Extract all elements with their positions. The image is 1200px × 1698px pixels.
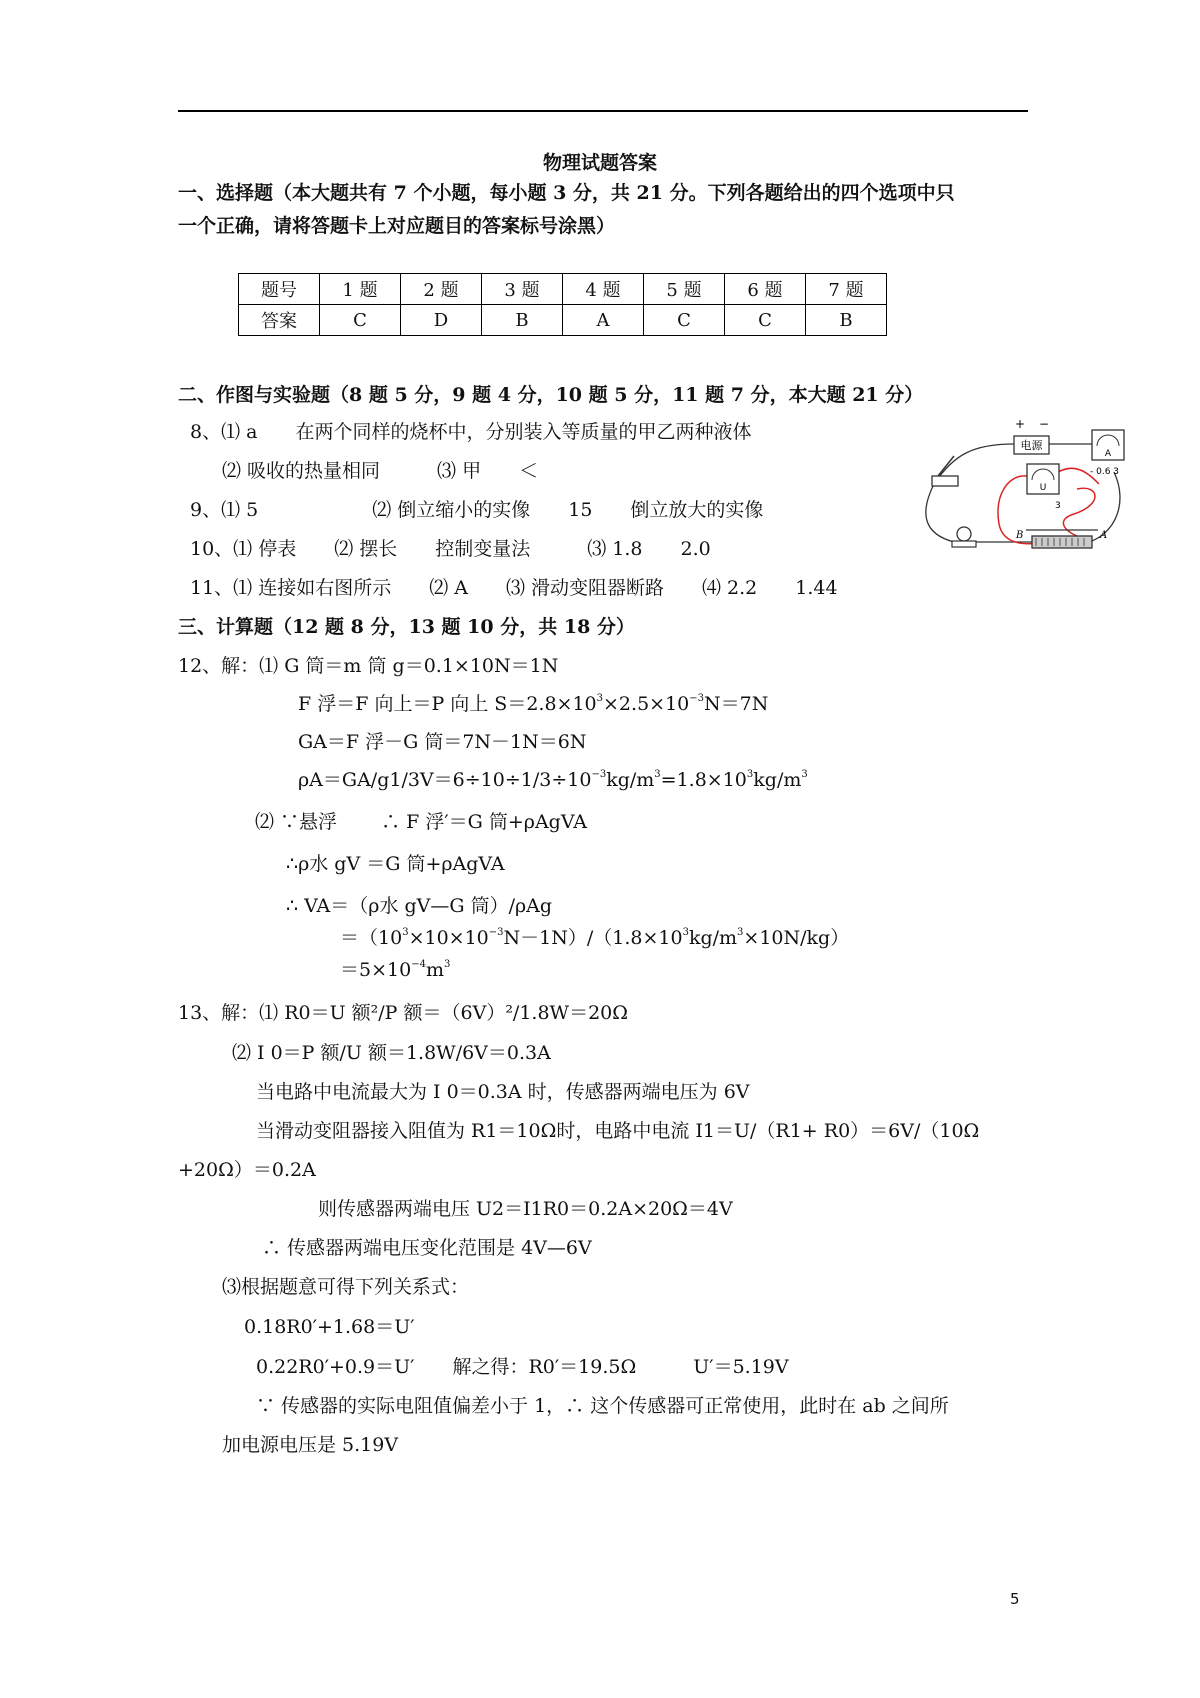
q13-line5: +20Ω）＝0.2A: [178, 1159, 316, 1181]
question-cell: 5 题: [644, 274, 725, 305]
question-cell: 6 题: [725, 274, 806, 305]
power-source-label: 电源: [1020, 439, 1043, 452]
question-cell: 2 题: [401, 274, 482, 305]
q13-line7: ∴ 传感器两端电压变化范围是 4V—6V: [262, 1237, 592, 1259]
section1-heading-line1: 一、选择题（本大题共有 7 个小题，每小题 3 分，共 21 分。下列各题给出的四个选项中只: [178, 182, 955, 204]
answer-line-q11: 11、⑴ 连接如右图所示 ⑵ A ⑶ 滑动变阻器断路 ⑷ 2.2 1.44: [190, 577, 838, 599]
answer-line-q8-part2: ⑵ 吸收的热量相同 ⑶ 甲 ＜: [222, 460, 539, 482]
q13-line2: ⑵ I 0＝P 额/U 额＝1.8W/6V＝0.3A: [232, 1042, 551, 1064]
q12-line1: 12、解：⑴ G 筒＝m 筒 g＝0.1×10N＝1N: [178, 655, 559, 677]
q12-line2: F 浮＝F 向上＝P 向上 $S=2.8\times 10^3\times 2.5\times 10^{-3}N=7N$: [298, 693, 769, 715]
answer-line-q10: 10、⑴ 停表 ⑵ 摆长 控制变量法 ⑶ 1.8 2.0: [190, 538, 711, 560]
q13-line1: 13、解：⑴ R0＝U 额²/P 额＝（6V）²/1.8W＝20Ω: [178, 1002, 629, 1024]
question-cell: 4 题: [563, 274, 644, 305]
question-cell: 1 题: [320, 274, 401, 305]
q13-line3: 当电路中电流最大为 I 0＝0.3A 时，传感器两端电压为 6V: [256, 1081, 750, 1103]
answer-table-answer-row: [239, 305, 887, 336]
answer-cell: A: [563, 305, 644, 336]
voltmeter-terminal: 3: [1055, 501, 1061, 511]
circuit-diagram: [914, 414, 1132, 574]
q13-line10: 0.22R0′+0.9＝U′ 解之得：R0′＝19.5Ω U′＝5.19V: [256, 1356, 789, 1378]
section3-heading: 三、计算题（12 题 8 分，13 题 10 分，共 18 分）: [178, 616, 635, 638]
q13-line11: ∵ 传感器的实际电阻值偏差小于 1，∴ 这个传感器可正常使用，此时在 ab 之间所: [256, 1395, 949, 1417]
answer-cell: D: [401, 305, 482, 336]
question-cell: 3 题: [482, 274, 563, 305]
answer-line-q9: 9、⑴ 5 ⑵ 倒立缩小的实像 15 倒立放大的实像: [190, 499, 764, 521]
q13-line8: ⑶根据题意可得下列关系式：: [222, 1276, 470, 1298]
q12-line9: $=5\times 10^{-4}m^3$: [340, 959, 451, 981]
rheostat-right-label: A: [1100, 530, 1108, 541]
q13-line12: 加电源电压是 5.19V: [222, 1434, 399, 1456]
q12-line4: $\rho A=GA/g1/3V=6\div 10\div 1/3\div 10^{-3}kg/m^3=1.8\times 10^3kg/m^3$: [298, 769, 808, 791]
answer-cell: B: [806, 305, 887, 336]
circuit-wires: [926, 444, 1120, 542]
section1-heading-line2: 一个正确，请将答题卡上对应题目的答案标号涂黑）: [178, 215, 616, 237]
answer-label-cell: 答案: [239, 305, 320, 336]
rheostat: [1015, 530, 1107, 548]
voltmeter-label: U: [1039, 483, 1047, 493]
page-title: 物理试题答案: [542, 152, 657, 174]
page-number: 5: [1010, 1590, 1020, 1608]
answer-cell: C: [725, 305, 806, 336]
question-cell: 7 题: [806, 274, 887, 305]
power-source: [1014, 417, 1049, 454]
ammeter: [1090, 430, 1124, 477]
answer-table-header-row: [239, 274, 887, 305]
bulb: [952, 527, 976, 547]
answer-table: [238, 273, 887, 336]
answer-cell: C: [644, 305, 725, 336]
voltmeter: [1027, 464, 1061, 511]
minus-label: −: [1039, 417, 1050, 431]
ammeter-label: A: [1104, 449, 1112, 459]
answer-line-q8-part1: 8、⑴ a 在两个同样的烧杯中，分别装入等质量的甲乙两种液体: [190, 421, 752, 443]
ammeter-terminals: - 0.6 3: [1090, 467, 1120, 477]
q13-line9: 0.18R0′+1.68＝U′: [244, 1316, 415, 1338]
q12-line8: $=(10^3\times 10\times 10^{-3}N-1N)/(1.8\times 10^3kg/m^3\times 10N/kg)$: [340, 927, 850, 949]
q12-line5: ⑵ ∵悬浮 ∴ F 浮′＝G 筒+ρAgVA: [255, 811, 587, 833]
header-rule: [178, 110, 1028, 112]
q12-line7: ∴ VA＝（ρ水 gV—G 筒）/ρAg: [286, 895, 553, 917]
plus-label: +: [1015, 417, 1026, 431]
q13-line6: 则传感器两端电压 U2＝I1R0＝0.2A×20Ω＝4V: [318, 1198, 733, 1220]
q12-line3: GA＝F 浮－G 筒＝7N－1N＝6N: [298, 731, 587, 753]
rheostat-left-label: B: [1016, 530, 1024, 541]
q13-line4: 当滑动变阻器接入阻值为 R1＝10Ω时，电路中电流 I1＝U/（R1+ R0）＝6V/（10Ω: [256, 1120, 980, 1142]
q12-line6: ∴ρ水 gV ＝G 筒+ρAgVA: [286, 853, 505, 875]
answer-cell: C: [320, 305, 401, 336]
header-label-cell: 题号: [239, 274, 320, 305]
answer-cell: B: [482, 305, 563, 336]
section2-heading: 二、作图与实验题（8 题 5 分，9 题 4 分，10 题 5 分，11 题 7 分，本大题 21 分）: [178, 384, 924, 406]
